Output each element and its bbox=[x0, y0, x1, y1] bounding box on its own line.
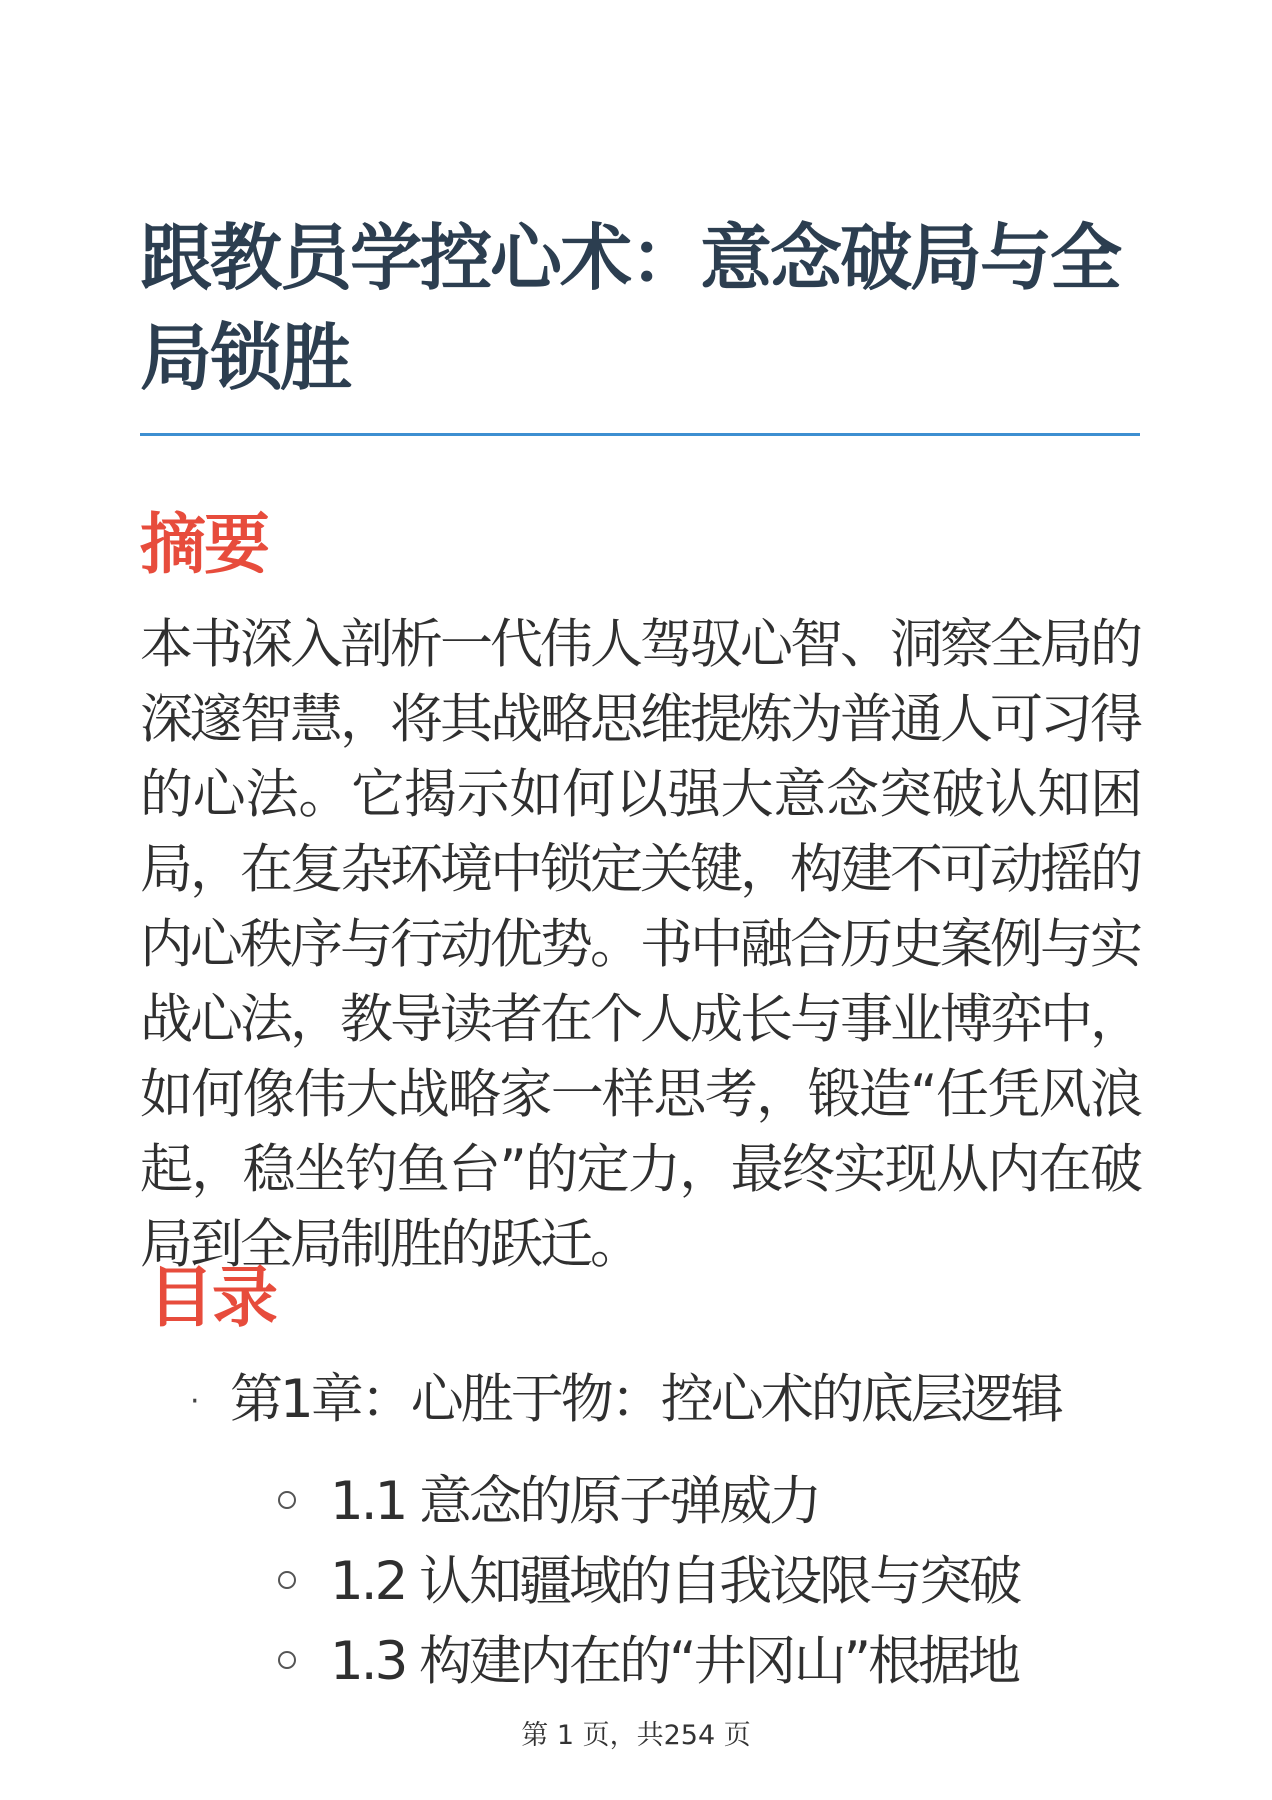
circle-bullet-icon bbox=[278, 1571, 296, 1589]
title-divider bbox=[140, 433, 1140, 436]
toc-chapter-1[interactable] bbox=[190, 1360, 1061, 1442]
circle-bullet-icon bbox=[278, 1491, 296, 1509]
toc-section-1-3[interactable] bbox=[278, 1622, 1018, 1702]
toc-section-label: 1.3 构建内在的“井冈山”根据地 bbox=[330, 1631, 1019, 1692]
abstract-heading: 摘要 bbox=[140, 506, 268, 583]
page-footer: 第 1 页，共254 页 bbox=[521, 1720, 751, 1751]
toc-section-1-2[interactable] bbox=[278, 1542, 1019, 1622]
circle-bullet-icon bbox=[278, 1651, 296, 1669]
abstract-text: 本书深入剖析一代伟人驾驭心智、洞察全局的深邃智慧，将其战略思维提炼为普通人可习得的心法。它揭示如何以强大意念突破认知困局，在复杂环境中锁定关键，构建不可动摇的内心秩序与行动优势。书中融合历史案例与实战心法，教导读者在个人成长与事业博弈中，如何像伟大战略家一样思考，锻造“任凭风浪起，稳坐钓鱼台”的定力，最终实现从内在破局到全局制胜的跃迁。 bbox=[140, 614, 1140, 1275]
toc-heading: 目录 bbox=[148, 1259, 276, 1336]
toc-section-label: 1.1 意念的原子弹威力 bbox=[330, 1471, 820, 1532]
document-title: 跟教员学控心术：意念破局与全局锁胜 bbox=[140, 216, 1121, 400]
toc-section-label: 1.2 认知疆域的自我设限与突破 bbox=[330, 1551, 1020, 1612]
toc-chapter-label: 第1章：心胜于物：控心术的底层逻辑 bbox=[230, 1369, 1061, 1430]
toc-section-1-1[interactable] bbox=[278, 1462, 819, 1542]
toc-bullet: · bbox=[190, 1384, 197, 1420]
